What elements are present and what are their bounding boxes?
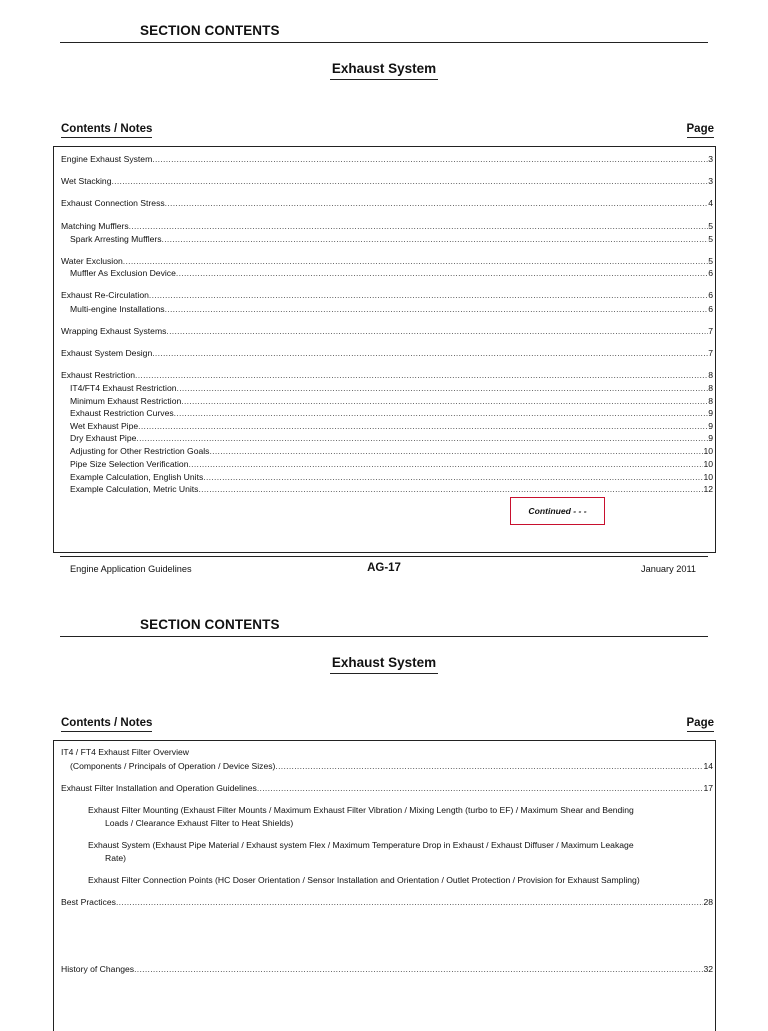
page-2 <box>0 594 768 1024</box>
toc-entry[interactable]: Exhaust Restriction ..... 8 <box>61 370 713 381</box>
toc-subentry[interactable]: Example Calculation, English Units ..... 10 <box>70 472 713 483</box>
toc-subentry[interactable]: Minimum Exhaust Restriction ..... 8 <box>70 396 713 407</box>
contents-label: Contents / Notes <box>61 123 152 138</box>
toc-entry[interactable]: Best Practices ..... 28 <box>61 897 713 908</box>
toc-subentry[interactable]: Adjusting for Other Restriction Goals ..... 10 <box>70 446 713 457</box>
toc-subentry-continuation: Loads / Clearance Exhaust Filter to Heat Shields) <box>105 818 294 828</box>
continued-note: Continued - - - <box>510 497 605 525</box>
contents-label: Contents / Notes <box>61 717 152 732</box>
toc-subentry[interactable]: Exhaust Restriction Curves ..... 9 <box>70 408 713 419</box>
toc-subentry[interactable]: Dry Exhaust Pipe ..... 9 <box>70 433 713 444</box>
toc-subentry-continuation: Rate) <box>105 853 127 863</box>
footer-date: January 2011 <box>641 564 696 574</box>
toc-entry[interactable]: Matching Mufflers ..... 5 <box>61 221 713 232</box>
document-title: Exhaust System <box>0 655 768 674</box>
toc-subentry[interactable]: Pipe Size Selection Verification ..... 10 <box>70 459 713 470</box>
table-of-contents <box>53 740 716 1031</box>
toc-subentry[interactable]: Spark Arresting Mufflers ..... 5 <box>70 234 713 245</box>
document-title: Exhaust System <box>0 61 768 80</box>
toc-subentry[interactable]: Multi-engine Installations ..... 6 <box>70 304 713 315</box>
table-of-contents <box>53 146 716 553</box>
toc-subentry[interactable]: Exhaust System (Exhaust Pipe Material / Exhaust system Flex / Maximum Temperature Drop in Exhaust / Exhaust Diffuser / Maximum Leakage <box>88 840 634 850</box>
toc-entry[interactable]: Wrapping Exhaust Systems ..... 7 <box>61 326 713 337</box>
toc-subentry[interactable]: Exhaust Filter Connection Points (HC Doser Orientation / Sensor Installation and Orientation / Outlet Protection / Provision for Exhaust Sampling) <box>88 875 640 885</box>
toc-entry[interactable]: Engine Exhaust System ..... 3 <box>61 154 713 165</box>
toc-entry[interactable]: Wet Stacking ..... 3 <box>61 176 713 187</box>
toc-entry[interactable]: History of Changes ..... 32 <box>61 964 713 975</box>
toc-subentry[interactable]: IT4/FT4 Exhaust Restriction ..... 8 <box>70 383 713 394</box>
toc-entry-title[interactable]: IT4 / FT4 Exhaust Filter Overview <box>61 747 189 757</box>
footer-rule <box>60 556 708 557</box>
footer-page-number: AG-17 <box>367 562 401 574</box>
toc-entry[interactable]: Exhaust Filter Installation and Operation Guidelines ..... 17 <box>61 783 713 794</box>
toc-subentry[interactable]: Example Calculation, Metric Units ..... 12 <box>70 484 713 495</box>
page-column-label: Page <box>687 717 715 732</box>
toc-entry[interactable]: Exhaust Re-Circulation ..... 6 <box>61 290 713 301</box>
section-header: SECTION CONTENTS <box>140 23 280 38</box>
toc-subentry[interactable]: Muffler As Exclusion Device ..... 6 <box>70 268 713 279</box>
toc-entry[interactable]: Exhaust Connection Stress ..... 4 <box>61 198 713 209</box>
toc-entry[interactable]: Exhaust System Design ..... 7 <box>61 348 713 359</box>
header-rule <box>60 42 708 43</box>
toc-entry[interactable]: (Components / Principals of Operation / Device Sizes) ..... 14 <box>70 761 713 772</box>
section-header: SECTION CONTENTS <box>140 617 280 632</box>
toc-subentry[interactable]: Wet Exhaust Pipe ..... 9 <box>70 421 713 432</box>
toc-entry[interactable]: Water Exclusion ..... 5 <box>61 256 713 267</box>
footer-document-name: Engine Application Guidelines <box>70 564 192 574</box>
toc-subentry[interactable]: Exhaust Filter Mounting (Exhaust Filter Mounts / Maximum Exhaust Filter Vibration / Mixing Length (turbo to EF) / Maximum Shear and Bending <box>88 805 634 815</box>
header-rule <box>60 636 708 637</box>
page-column-label: Page <box>687 123 715 138</box>
